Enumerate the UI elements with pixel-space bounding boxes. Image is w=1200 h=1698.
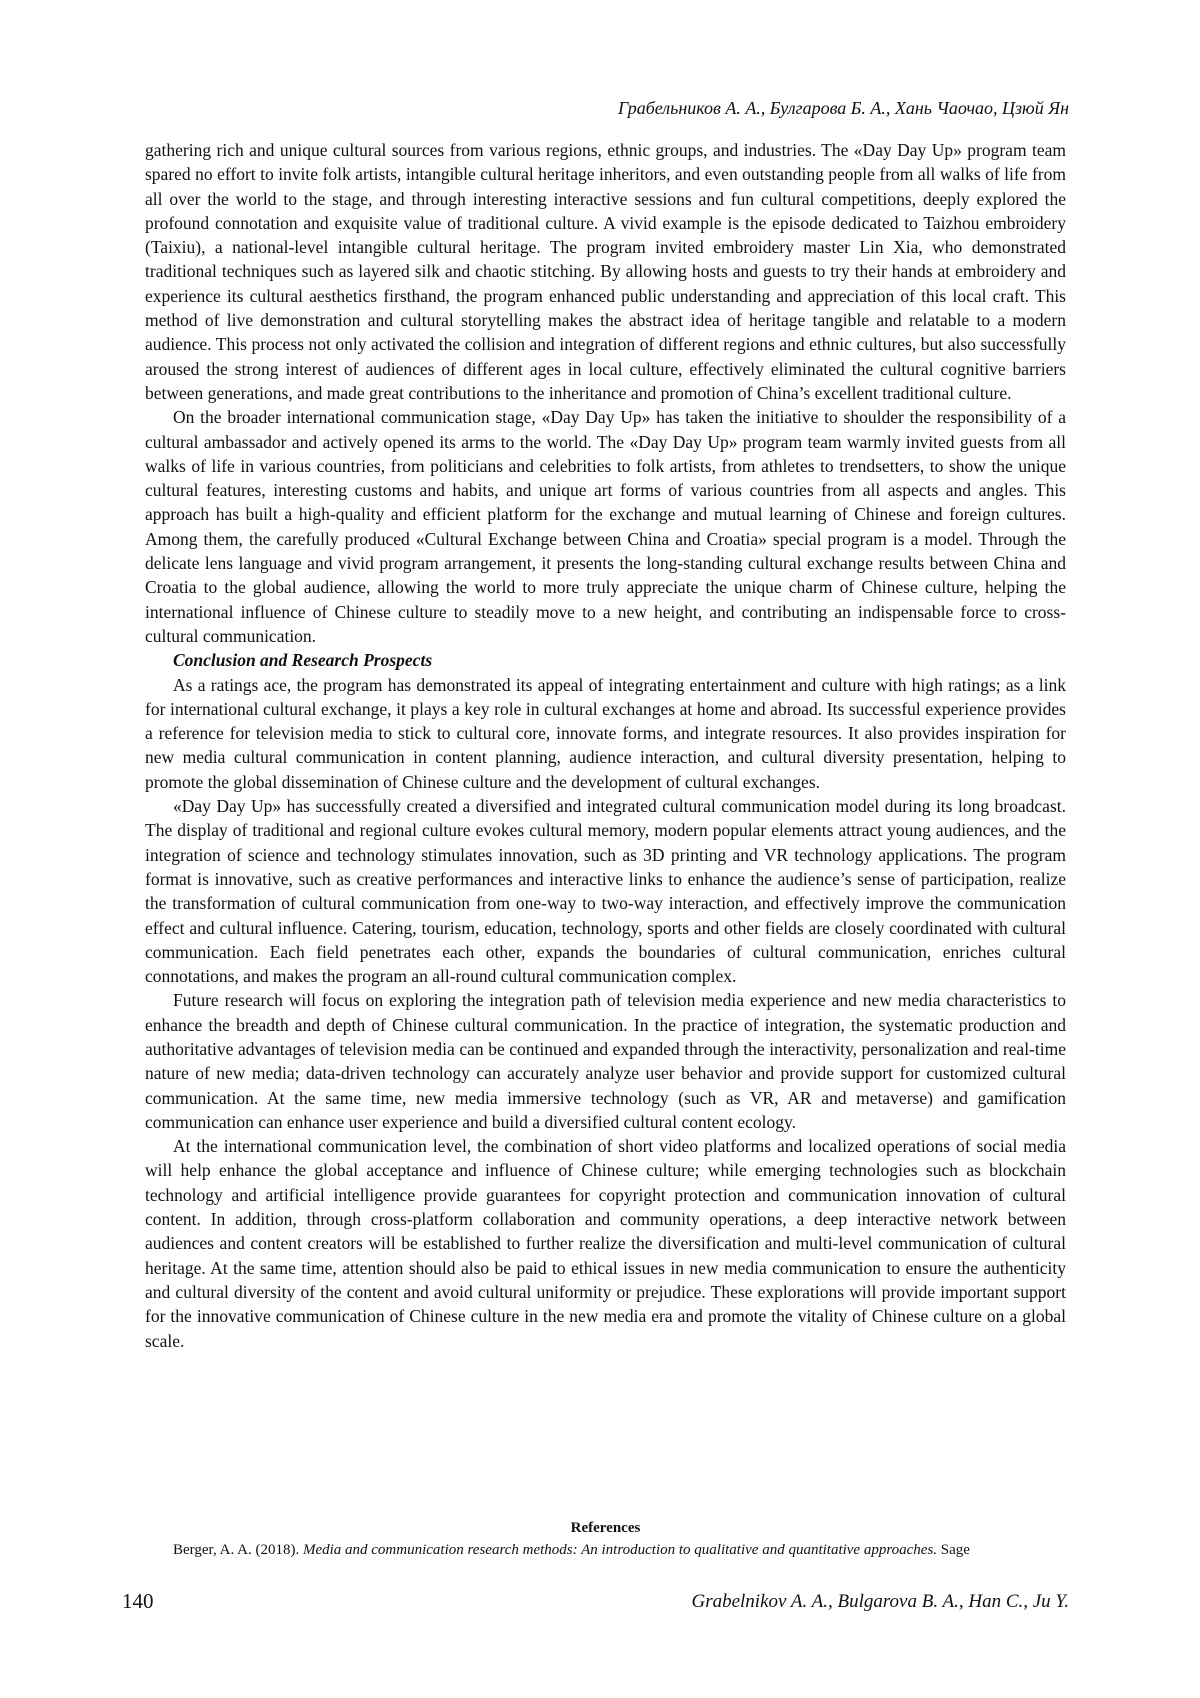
body-paragraph: As a ratings ace, the program has demonstrated its appeal of integrating entertainment and culture with high ratings; as a link for international cultural exchange, it plays a key role in cultural exchanges at home and abroad. Its successful experience provides a reference for television media to stick to cultural core, innovate forms, and integrate resources. It also provides inspiration for new media cultural communication in content planning, audience interaction, and cultural diversity presentation, helping to promote the global dissemination of Chinese culture and the development of cultural exchanges.	[145, 674, 1066, 792]
reference-author-year: Berger, A. A. (2018).	[173, 1542, 303, 1558]
page-number: 140	[122, 1589, 154, 1613]
running-head-authors: Грабельников А. А., Булгарова Б. А., Хань Чаочао, Цзюй Ян	[617, 98, 1069, 118]
footer-authors-latin: Grabelnikov A. A., Bulgarova B. A., Han C., Ju Y.	[691, 1591, 1069, 1612]
body-paragraph: At the international communication level, the combination of short video platforms and localized operations of social media will help enhance the global acceptance and influence of Chinese culture; while emerging technologies such as blockchain technology and artificial intelligence provide guarantees for copyright protection and communication innovation of cultural content. In addition, through cross-platform collaboration and community operations, a deep interactive network between audiences and content creators will be established to further realize the diversification and multi-level communication of cultural heritage. At the same time, attention should also be paid to ethical issues in new media communication to ensure the authenticity and cultural diversity of the content and avoid cultural uniformity or prejudice. These explorations will provide important support for the innovative communication of Chinese culture in the new media era and promote the vitality of Chinese culture on a global scale.	[145, 1136, 1066, 1351]
body-paragraph: «Day Day Up» has successfully created a diversified and integrated cultural communication model during its long broadcast. The display of traditional and regional culture evokes cultural memory, modern popular elements attract young audiences, and the integration of science and technology stimulates innovation, such as 3D printing and VR technology applications. The program format is innovative, such as creative performances and interactive links to enhance the audience’s sense of participation, realize the transformation of cultural communication from one-way to two-way interaction, and effectively improve the communication effect and cultural influence. Catering, tourism, education, technology, sports and other fields are closely coordinated with cultural communication. Each field penetrates each other, expands the boundaries of cultural communication, enriches cultural connotations, and makes the program an all-round cultural communication complex.	[145, 796, 1066, 987]
reference-publisher: Sage	[937, 1542, 970, 1558]
body-paragraph: On the broader international communication stage, «Day Day Up» has taken the initiative to shoulder the responsibility of a cultural ambassador and actively opened its arms to the world. The «Day Day Up» program team warmly invited guests from all walks of life in various countries, from politicians and celebrities to folk artists, from athletes to trendsetters, to show the unique cultural features, interesting customs and habits, and unique art forms of various countries from all aspects and angles. This approach has built a high-quality and efficient platform for the exchange and mutual learning of Chinese and foreign cultures. Among them, the carefully produced «Cultural Exchange between China and Croatia» special program is a model. Through the delicate lens language and vivid program arrangement, it presents the long-standing cultural exchange results between China and Croatia to the global audience, allowing the world to more truly appreciate the unique charm of Chinese culture, helping the international influence of Chinese culture to steadily move to a new height, and contributing an indispensable force to cross-cultural communication.	[145, 407, 1066, 646]
body-paragraph: gathering rich and unique cultural sources from various regions, ethnic groups, and industries. The «Day Day Up» program team spared no effort to invite folk artists, intangible cultural heritage inheritors, and even outstanding people from all walks of life from all over the world to the stage, and through interesting interactive sessions and fun cultural competitions, deeply explored the profound connotation and exquisite value of traditional culture. A vivid example is the episode dedicated to Taizhou embroidery (Taixiu), a national-level intangible cultural heritage. The program invited embroidery master Lin Xia, who demonstrated traditional techniques such as layered silk and chaotic stitching. By allowing hosts and guests to try their hands at embroidery and experience its cultural aesthetics firsthand, the program enhanced public understanding and appreciation of this local craft. This method of live demonstration and cultural storytelling makes the abstract idea of heritage tangible and relatable to a modern audience. This process not only activated the collision and integration of different regions and ethnic cultures, but also successfully aroused the strong interest of audiences of different ages in local culture, effectively eliminated the cultural cognitive barriers between generations, and made great contributions to the inheritance and promotion of China’s excellent traditional culture.	[145, 140, 1066, 403]
body-paragraph: Future research will focus on exploring the integration path of television media experience and new media characteristics to enhance the breadth and depth of Chinese cultural communication. In the practice of integration, the systematic production and authoritative advantages of television media can be continued and expanded through the interactivity, personalization and real-time nature of new media; data-driven technology can accurately analyze user behavior and provide support for customized cultural communication. At the same time, new media immersive technology (such as VR, AR and metaverse) and gamification communication can enhance user experience and build a diversified cultural content ecology.	[145, 990, 1066, 1132]
reference-title: Media and communication research methods: An introduction to qualitative and quantitative approaches.	[302, 1542, 938, 1558]
reference-entry	[145, 1540, 1066, 1560]
references-heading: References	[570, 1520, 641, 1536]
section-heading-conclusion: Conclusion and Research Prospects	[173, 650, 433, 671]
article-body	[145, 138, 1066, 1353]
